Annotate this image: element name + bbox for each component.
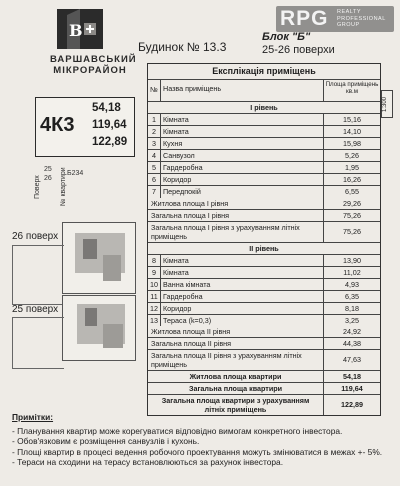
note-item: - Тераси на сходини на терасу встановлюються за рахунок інвестора. bbox=[12, 457, 284, 468]
table-row: Житлова площа І рівня 29,26 bbox=[148, 198, 380, 210]
apartment-code-card bbox=[35, 97, 135, 157]
header-name: Назва приміщень bbox=[161, 80, 324, 101]
svg-text:В: В bbox=[69, 21, 83, 40]
table-row bbox=[148, 186, 380, 198]
apartment-number-caption: № квартири bbox=[60, 167, 67, 206]
table-header-row bbox=[148, 80, 380, 102]
table-row bbox=[148, 162, 380, 174]
room-number: 4 bbox=[148, 150, 161, 161]
room-area: 11,02 bbox=[343, 267, 361, 277]
apartment-highlight-25 bbox=[85, 308, 97, 326]
room-name: Ванна кімната bbox=[161, 279, 324, 290]
room-number: 13 bbox=[148, 315, 161, 327]
room-area: 1,95 bbox=[345, 163, 359, 172]
room-name: Кімната bbox=[161, 126, 324, 137]
site-outline-25 bbox=[12, 317, 64, 369]
brand-name bbox=[50, 54, 137, 76]
table-row bbox=[148, 174, 380, 186]
floor-caption: Поверх bbox=[34, 175, 41, 199]
room-number: 9 bbox=[148, 267, 161, 278]
apartment-number-value: Б234 bbox=[67, 170, 84, 177]
table-row bbox=[148, 279, 380, 291]
table-row: Загальна площа ІІ рівня 44,38 bbox=[148, 338, 380, 350]
table-row bbox=[148, 255, 380, 267]
room-number: 10 bbox=[148, 279, 161, 290]
room-area: 5,26 bbox=[345, 151, 359, 160]
table-row: Житлова площа ІІ рівня 24,92 bbox=[148, 326, 380, 338]
notes-title: Примітки: bbox=[12, 412, 54, 422]
level2-title: ІІ рівень bbox=[249, 243, 279, 253]
floor-value-26: 26 bbox=[44, 175, 52, 182]
plan-label-25: 25 поверх bbox=[12, 304, 59, 315]
notes-section bbox=[12, 412, 392, 468]
area-living: 54,18 bbox=[92, 102, 121, 114]
floor-plan-26 bbox=[62, 222, 136, 294]
note-item: - Обов'язковим є розміщення санвузлів і кухонь. bbox=[12, 436, 200, 447]
room-name: Санвузол bbox=[161, 150, 324, 161]
room-area: 4,93 bbox=[345, 279, 359, 289]
room-number: 3 bbox=[148, 138, 161, 149]
table-title-row bbox=[148, 64, 380, 80]
room-area: 8,18 bbox=[345, 303, 359, 313]
room-area: 6,35 bbox=[345, 291, 359, 301]
floor-plan-25 bbox=[62, 295, 136, 361]
room-area: 13,90 bbox=[343, 255, 361, 265]
room-area: 14,10 bbox=[343, 127, 361, 136]
floors-range: 25-26 поверхи bbox=[262, 44, 335, 56]
room-name: Кухня bbox=[161, 138, 324, 149]
total-row: Загальна площа квартири з урахуванням літніх приміщень 122,89 bbox=[148, 395, 380, 415]
table-row: Загальна площа І рівня 75,26 bbox=[148, 210, 380, 222]
room-name: Гардеробна bbox=[161, 162, 324, 173]
room-name: Передпокій bbox=[161, 186, 324, 198]
site-outline-26 bbox=[12, 245, 64, 305]
table-row bbox=[148, 150, 380, 162]
area-total-summer: 122,89 bbox=[92, 136, 128, 148]
note-item: - Планування квартир може корегуватися відповідно вимогам конкретного інвестора. bbox=[12, 425, 343, 436]
level1-title-row bbox=[148, 102, 380, 114]
logo-mark-icon bbox=[57, 9, 103, 49]
room-name: Коридор bbox=[161, 174, 324, 185]
table-row: Загальна площа ІІ рівня з урахуванням літніх приміщень 47,63 bbox=[148, 350, 380, 371]
level1-title: І рівень bbox=[250, 103, 278, 112]
room-area: 6,55 bbox=[345, 187, 359, 196]
apartment-highlight-26 bbox=[83, 239, 97, 259]
level2-title-row bbox=[148, 243, 380, 255]
room-number: 11 bbox=[148, 291, 161, 302]
room-number: 8 bbox=[148, 255, 161, 266]
table-title: Експлікація приміщень bbox=[212, 66, 316, 76]
block-name: Блок "Б" bbox=[262, 31, 311, 43]
room-number: 2 bbox=[148, 126, 161, 137]
total-row: Загальна площа квартири 119,64 bbox=[148, 383, 380, 395]
room-name: Кімната bbox=[161, 255, 324, 266]
rpg-watermark bbox=[276, 6, 394, 32]
header-area: Площа приміщень кв.м bbox=[325, 81, 379, 95]
table-row bbox=[148, 114, 380, 126]
room-name: Тераса (k=0,3) bbox=[161, 315, 324, 327]
table-row bbox=[148, 126, 380, 138]
room-name: Кімната bbox=[161, 267, 324, 278]
room-area: 15,98 bbox=[343, 139, 361, 148]
room-number: 1 bbox=[148, 114, 161, 125]
area-total: 119,64 bbox=[92, 119, 127, 131]
room-name: Коридор bbox=[161, 303, 324, 314]
rpg-watermark-sub: REALTY PROFESSIONAL GROUP bbox=[337, 9, 386, 28]
plan-label-26: 26 поверх bbox=[12, 231, 59, 242]
table-row bbox=[148, 315, 380, 327]
room-name: Кімната bbox=[161, 114, 324, 125]
brand-name-line1: ВАРШАВСЬКИЙ bbox=[50, 54, 137, 65]
brand-logo bbox=[57, 9, 103, 49]
room-number: 12 bbox=[148, 303, 161, 314]
rooms-table bbox=[147, 63, 381, 416]
floor-value-25: 25 bbox=[44, 166, 52, 173]
total-row: Житлова площа квартири 54,18 bbox=[148, 371, 380, 383]
table-row bbox=[148, 303, 380, 315]
room-number: 7 bbox=[148, 186, 161, 198]
header-num: № bbox=[148, 80, 161, 101]
room-name: Гардеробна bbox=[161, 291, 324, 302]
room-number: 6 bbox=[148, 174, 161, 185]
rpg-watermark-main: RPG bbox=[280, 7, 329, 30]
apartment-type: 4К3 bbox=[40, 114, 75, 136]
scale-tag: 1:300 bbox=[381, 90, 393, 118]
brand-name-line2: МІКРОРАЙОН bbox=[53, 65, 127, 76]
room-number: 5 bbox=[148, 162, 161, 173]
table-row bbox=[148, 291, 380, 303]
room-area: 16,26 bbox=[343, 175, 361, 184]
note-item: - Площі квартир в процесі ведення робочого проектування можуть змінюватися в межах +- 5%. bbox=[12, 446, 383, 457]
room-area: 15,16 bbox=[343, 115, 361, 124]
table-row bbox=[148, 138, 380, 150]
room-area: 3,25 bbox=[345, 315, 359, 325]
building-number: Будинок № 13.3 bbox=[138, 40, 227, 54]
table-row bbox=[148, 267, 380, 279]
table-row: Загальна площа І рівня з урахуванням літніх приміщень 75,26 bbox=[148, 222, 380, 243]
